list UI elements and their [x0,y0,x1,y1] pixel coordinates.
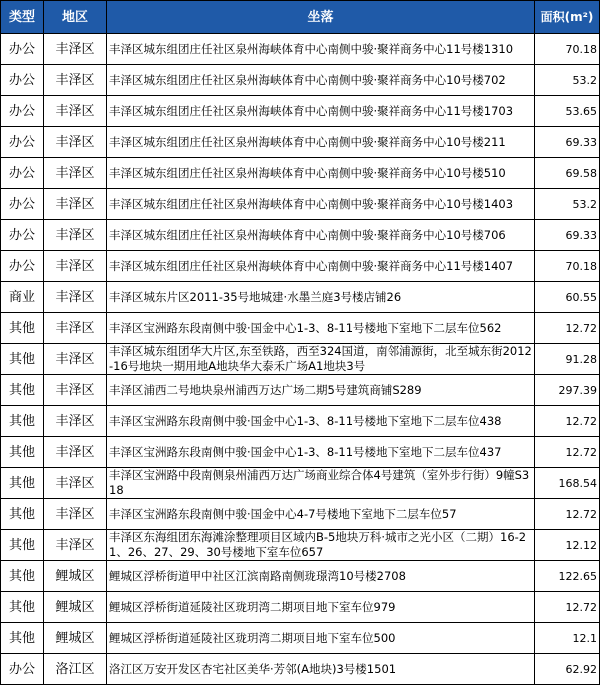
table-row [1,530,600,561]
cell-location: 丰泽区宝洲路东段南侧中骏·国金中心1-3、8-11号楼地下室地下二层车位562 [107,313,535,344]
table-row [1,623,600,654]
cell-location: 丰泽区宝洲路中段南侧泉州浦西万达广场商业综合体4号建筑（室外步行街）9幢S318 [107,468,535,499]
table-row [1,220,600,251]
cell-area: 62.92 [535,654,600,685]
cell-location: 丰泽区城东组团庄任社区泉州海峡体育中心南侧中骏·聚祥商务中心10号楼211 [107,127,535,158]
cell-location: 丰泽区浦西二号地块泉州浦西万达广场二期5号建筑商铺S289 [107,375,535,406]
header-district: 地区 [44,1,107,34]
table-row [1,375,600,406]
cell-district: 丰泽区 [44,313,107,344]
cell-type: 其他 [1,344,44,375]
cell-district: 丰泽区 [44,468,107,499]
cell-district: 丰泽区 [44,65,107,96]
table-row [1,34,600,65]
cell-location: 丰泽区城东组团庄任社区泉州海峡体育中心南侧中骏·聚祥商务中心10号楼702 [107,65,535,96]
cell-location: 丰泽区城东组团庄任社区泉州海峡体育中心南侧中骏·聚祥商务中心10号楼510 [107,158,535,189]
cell-area: 53.65 [535,96,600,127]
cell-type: 办公 [1,251,44,282]
table-row [1,96,600,127]
cell-district: 丰泽区 [44,437,107,468]
cell-district: 丰泽区 [44,344,107,375]
cell-location: 洛江区万安开发区杏宅社区美华·芳邻(A地块)3号楼1501 [107,654,535,685]
table-row [1,282,600,313]
cell-type: 其他 [1,468,44,499]
table-row [1,654,600,685]
cell-district: 鲤城区 [44,623,107,654]
cell-type: 办公 [1,65,44,96]
cell-location: 丰泽区城东组团庄任社区泉州海峡体育中心南侧中骏·聚祥商务中心11号楼1703 [107,96,535,127]
cell-area: 168.54 [535,468,600,499]
header-type: 类型 [1,1,44,34]
cell-location: 鲤城区浮桥街道延陵社区珑玥湾二期项目地下室车位979 [107,592,535,623]
cell-type: 其他 [1,499,44,530]
cell-district: 丰泽区 [44,220,107,251]
cell-location: 鲤城区浮桥街道甲中社区江滨南路南侧珑璟湾10号楼2708 [107,561,535,592]
cell-district: 丰泽区 [44,96,107,127]
cell-type: 其他 [1,530,44,561]
cell-area: 12.72 [535,406,600,437]
table-row [1,158,600,189]
cell-type: 其他 [1,561,44,592]
cell-district: 丰泽区 [44,189,107,220]
cell-location: 丰泽区城东组团庄任社区泉州海峡体育中心南侧中骏·聚祥商务中心11号楼1407 [107,251,535,282]
cell-type: 其他 [1,375,44,406]
cell-type: 办公 [1,220,44,251]
cell-type: 商业 [1,282,44,313]
cell-location: 丰泽区城东片区2011-35号地城建·水墨兰庭3号楼店铺26 [107,282,535,313]
cell-type: 办公 [1,158,44,189]
table-row [1,127,600,158]
cell-location: 丰泽区宝洲路东段南侧中骏·国金中心1-3、8-11号楼地下室地下二层车位438 [107,406,535,437]
cell-area: 70.18 [535,251,600,282]
cell-area: 122.65 [535,561,600,592]
table-row [1,406,600,437]
cell-area: 91.28 [535,344,600,375]
cell-district: 洛江区 [44,654,107,685]
cell-district: 鲤城区 [44,592,107,623]
cell-area: 53.2 [535,65,600,96]
cell-area: 69.33 [535,220,600,251]
cell-district: 丰泽区 [44,158,107,189]
cell-district: 鲤城区 [44,561,107,592]
cell-type: 办公 [1,34,44,65]
cell-district: 丰泽区 [44,406,107,437]
table-row [1,561,600,592]
cell-type: 办公 [1,96,44,127]
table-row [1,468,600,499]
header-area: 面积(m²) [535,1,600,34]
cell-type: 办公 [1,189,44,220]
cell-district: 丰泽区 [44,282,107,313]
cell-type: 其他 [1,592,44,623]
cell-type: 其他 [1,437,44,468]
cell-type: 办公 [1,654,44,685]
cell-district: 丰泽区 [44,251,107,282]
cell-district: 丰泽区 [44,34,107,65]
table-row [1,499,600,530]
cell-area: 70.18 [535,34,600,65]
cell-area: 12.72 [535,499,600,530]
cell-location: 丰泽区城东组团庄任社区泉州海峡体育中心南侧中骏·聚祥商务中心11号楼1310 [107,34,535,65]
cell-area: 69.33 [535,127,600,158]
cell-district: 丰泽区 [44,127,107,158]
cell-type: 办公 [1,127,44,158]
cell-location: 丰泽区城东组团庄任社区泉州海峡体育中心南侧中骏·聚祥商务中心10号楼1403 [107,189,535,220]
table-row [1,65,600,96]
table-row [1,592,600,623]
cell-area: 12.72 [535,313,600,344]
table-row [1,189,600,220]
header-location: 坐落 [107,1,535,34]
cell-type: 其他 [1,313,44,344]
cell-area: 53.2 [535,189,600,220]
cell-area: 69.58 [535,158,600,189]
table-row [1,344,600,375]
cell-area: 12.72 [535,592,600,623]
cell-location: 丰泽区宝洲路东段南侧中骏·国金中心4-7号楼地下室地下二层车位57 [107,499,535,530]
table-row [1,437,600,468]
table-row [1,313,600,344]
cell-location: 鲤城区浮桥街道延陵社区珑玥湾二期项目地下室车位500 [107,623,535,654]
cell-area: 12.1 [535,623,600,654]
cell-location: 丰泽区东海组团东海滩涂整理项目区域内B-5地块万科·城市之光小区（二期）16-21、26、27、29、30号楼地下室车位657 [107,530,535,561]
cell-area: 60.55 [535,282,600,313]
cell-location: 丰泽区宝洲路东段南侧中骏·国金中心1-3、8-11号楼地下室地下二层车位437 [107,437,535,468]
header-row [1,1,600,34]
cell-area: 12.12 [535,530,600,561]
cell-location: 丰泽区城东组团华大片区,东至铁路，西至324国道，南邻浦源街，北至城东街2012-16号地块一期用地A地块华大泰禾广场A1地块3号 [107,344,535,375]
table-row [1,251,600,282]
cell-district: 丰泽区 [44,530,107,561]
cell-district: 丰泽区 [44,499,107,530]
cell-location: 丰泽区城东组团庄任社区泉州海峡体育中心南侧中骏·聚祥商务中心10号楼706 [107,220,535,251]
cell-area: 297.39 [535,375,600,406]
cell-district: 丰泽区 [44,375,107,406]
cell-area: 12.72 [535,437,600,468]
cell-type: 其他 [1,623,44,654]
cell-type: 其他 [1,406,44,437]
